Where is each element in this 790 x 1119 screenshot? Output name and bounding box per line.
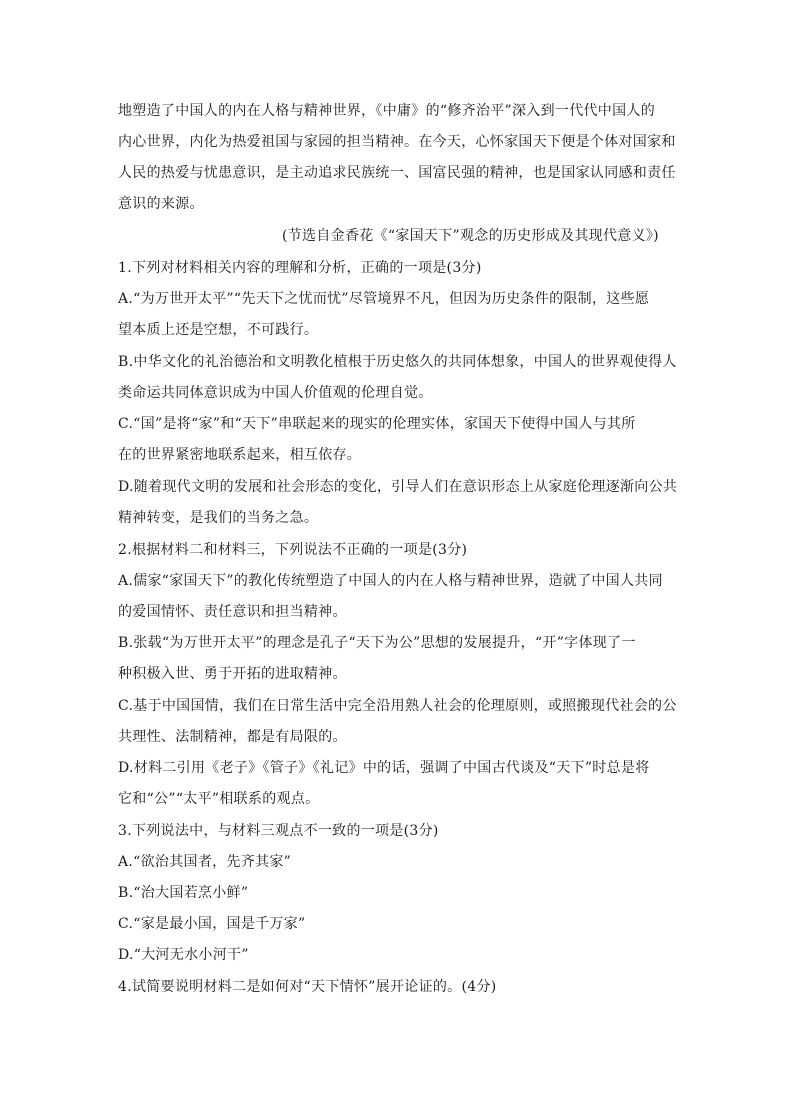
passage-line: 内心世界，内化为热爱祖国与家园的担当精神。在今天，心怀家国天下便是个体对国家和	[118, 134, 676, 150]
option-2b-line-1: B.张载“为万世开太平”的理念是孔子“天下为公”思想的发展提升，“开”字体现了一	[118, 635, 636, 651]
option-1a-line-1: A.“为万世开太平”“先天下之忧而忧”尽管境界不凡，但因为历史条件的限制，这些愿	[118, 291, 650, 307]
question-stem-3: 3.下列说法中，与材料三观点不一致的一项是(3分)	[118, 823, 439, 839]
passage-source: (节选自金香花《“家国天下”观念的历史形成及其现代意义》)	[282, 228, 659, 244]
passage-line: 人民的热爱与忧患意识，是主动追求民族统一、国富民强的精神，也是国家认同感和责任	[118, 165, 676, 181]
option-3c: C.“家是最小国，国是千万家”	[118, 916, 306, 932]
option-3a: A.“欲治其国者，先齐其家”	[118, 854, 292, 870]
option-3b: B.“治大国若烹小鲜”	[118, 885, 249, 901]
question-stem-4: 4.试简要说明材料二是如何对“天下情怀”展开论证的。(4分)	[118, 979, 497, 995]
option-2d-line-2: 它和“公”“太平”相联系的观点。	[118, 791, 320, 807]
option-1d-line-1: D.随着现代文明的发展和社会形态的变化，引导人们在意识形态上从家庭伦理逐渐向公共	[118, 479, 678, 495]
passage-line: 地塑造了中国人的内在人格与精神世界，《中庸》的“修齐治平”深入到一代代中国人的	[118, 103, 656, 119]
option-1d-line-2: 精神转变，是我们的当务之急。	[118, 510, 319, 526]
option-1c-line-1: C.“国”是将“家”和“天下”串联起来的现实的伦理实体，家国天下使得中国人与其所	[118, 416, 636, 432]
option-2b-line-2: 种积极入世、勇于开拓的进取精神。	[118, 666, 347, 682]
option-2c-line-2: 共理性、法制精神，都是有局限的。	[118, 729, 347, 745]
option-2c-line-1: C.基于中国国情，我们在日常生活中完全沿用熟人社会的伦理原则，或照搬现代社会的公	[118, 698, 677, 714]
option-2a-line-2: 的爱国情怀、责任意识和担当精神。	[118, 604, 347, 620]
option-1a-line-2: 望本质上还是空想，不可践行。	[118, 322, 319, 338]
option-1b-line-2: 类命运共同体意识成为中国人价值观的伦理自觉。	[118, 385, 433, 401]
option-3d: D.“大河无水小河干”	[118, 947, 249, 963]
option-2a-line-1: A.儒家“家国天下”的教化传统塑造了中国人的内在人格与精神世界，造就了中国人共同	[118, 573, 663, 589]
option-1c-line-2: 在的世界紧密地联系起来，相互依存。	[118, 447, 362, 463]
passage-line: 意识的来源。	[118, 196, 204, 212]
question-stem-1: 1.下列对材料相关内容的理解和分析，正确的一项是(3分)	[118, 260, 482, 276]
question-stem-2: 2.根据材料二和材料三，下列说法不正确的一项是(3分)	[118, 542, 468, 558]
option-2d-line-1: D.材料二引用《老子》《管子》《礼记》中的话，强调了中国古代谈及“天下”时总是将	[118, 760, 650, 776]
option-1b-line-1: B.中华文化的礼治德治和文明教化植根于历史悠久的共同体想象，中国人的世界观使得人	[118, 354, 677, 370]
